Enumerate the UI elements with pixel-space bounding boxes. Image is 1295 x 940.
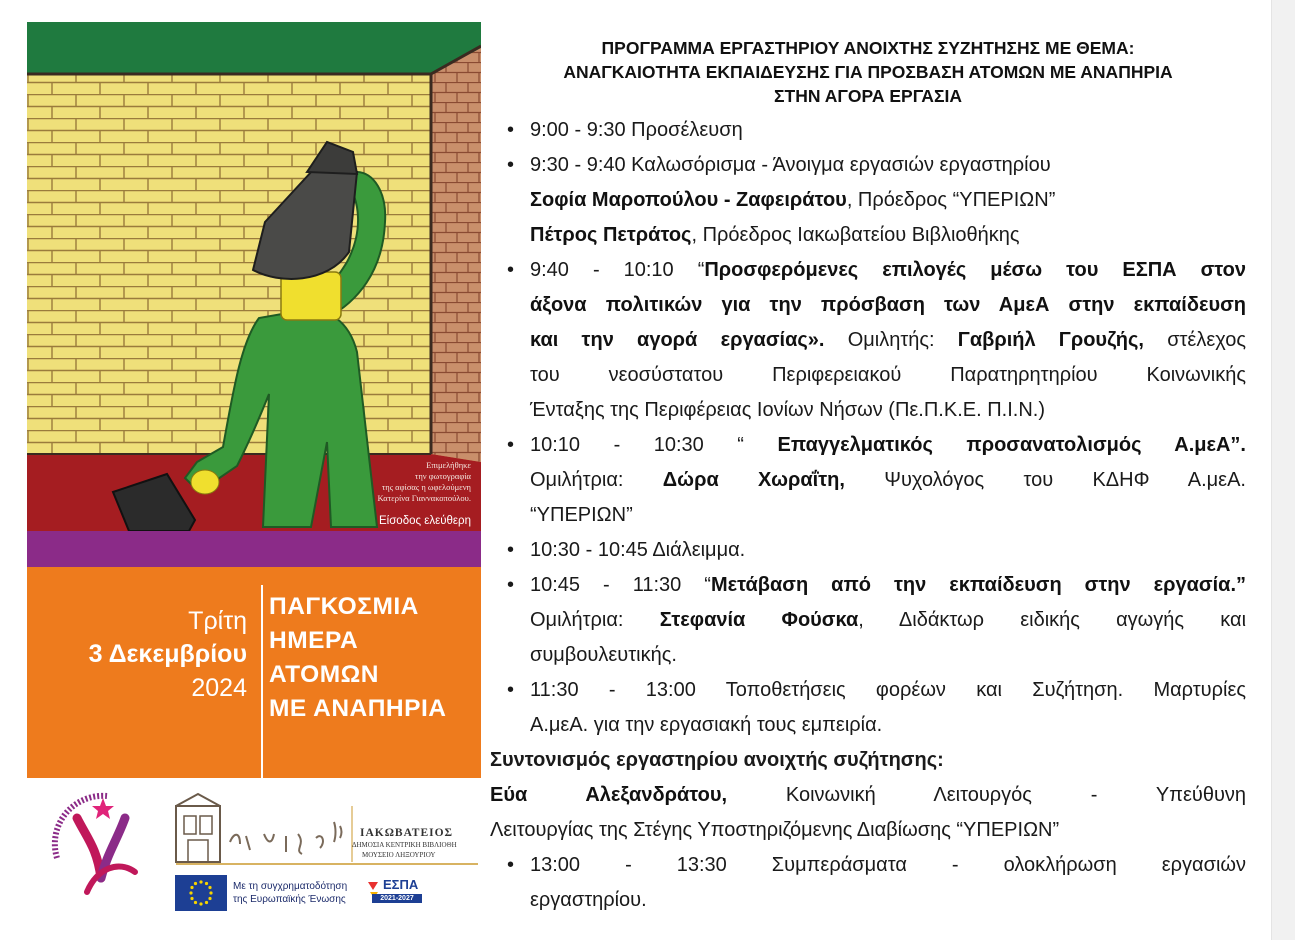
coordination-line bbox=[490, 778, 1246, 813]
speaker-name: Πέτρος Πετράτος bbox=[530, 224, 692, 246]
program-schedule-end bbox=[490, 848, 1246, 918]
talk-title: άξονα πολιτικών για την πρόσβαση των ΑμεΑ στην εκπαίδευση bbox=[530, 294, 1246, 316]
iakovateios-subtitle: ΔΗΜΟΣΙΑ ΚΕΝΤΡΙΚΗ ΒΙΒΛΙΟΘΗ bbox=[352, 841, 457, 849]
event-year: 2024 bbox=[191, 674, 247, 702]
speaker-role: , Πρόεδρος “ΥΠΕΡΙΩΝ” bbox=[846, 189, 1056, 211]
schedule-item bbox=[490, 673, 1246, 743]
poster-title-line: ΜΕ ΑΝΑΠΗΡΙΑ bbox=[269, 695, 447, 722]
free-entry-label: Είσοδος ελεύθερη bbox=[378, 515, 471, 527]
eu-cofunding-text bbox=[233, 880, 347, 906]
speaker-name: Γαβριήλ Γρουζής, bbox=[957, 329, 1144, 351]
coordination-heading: Συντονισμός εργαστηρίου ανοιχτής συζήτησης: bbox=[490, 749, 944, 771]
schedule-line bbox=[530, 568, 1246, 603]
speaker-role: στέλεχος bbox=[1143, 329, 1246, 351]
talk-title: και την αγορά εργασίας». bbox=[530, 329, 825, 351]
eu-cofunding-line: Με τη συγχρηματοδότηση bbox=[233, 881, 348, 892]
schedule-item bbox=[490, 113, 1246, 148]
program-title-line: ΣΤΗΝ ΑΓΟΡΑ ΕΡΓΑΣΙΑ bbox=[774, 86, 962, 106]
eu-cofunding-line: της Ευρωπαϊκής Ένωσης bbox=[233, 894, 346, 905]
schedule-item bbox=[490, 848, 1246, 918]
speaker-name: Δώρα Χωραΐτη, bbox=[662, 469, 845, 491]
schedule-text: • 10:30 - 10:45 Διάλειμμα. bbox=[530, 539, 746, 561]
program-schedule bbox=[490, 113, 1246, 743]
schedule-item bbox=[490, 148, 1246, 253]
speaker-label: Ομιλητής: bbox=[824, 329, 958, 351]
coordination-line: Λειτουργίας της Στέγης Υποστηριζόμενης Διαβίωσης “ΥΠΕΡΙΩΝ” bbox=[490, 819, 1060, 841]
speaker-role: Ψυχολόγος του ΚΔΗΦ Α.μεΑ. bbox=[844, 469, 1246, 491]
schedule-text: • 9:30 - 9:40 Καλωσόρισμα - Άνοιγμα εργασιών εργαστηρίου bbox=[530, 154, 1051, 176]
iakovateios-name: ΙΑΚΩΒΑΤΕΙΟΣ bbox=[360, 827, 454, 839]
event-date: 3 Δεκεμβρίου bbox=[88, 640, 247, 668]
divider bbox=[261, 585, 263, 778]
program-title-line: ΑΝΑΓΚΑΙΟΤΗΤΑ ΕΚΠΑΙΔΕΥΣΗΣ ΓΙΑ ΠΡΟΣΒΑΣΗ ΑΤΟΜΩΝ ΜΕ ΑΝΑΠΗΡΙΑ bbox=[563, 62, 1173, 82]
vertical-scrollbar[interactable] bbox=[1271, 0, 1295, 940]
talk-title: Επαγγελματικός προσανατολισμός Α.μεΑ”. bbox=[777, 434, 1246, 456]
workshop-program bbox=[490, 36, 1246, 918]
poster-title bbox=[269, 590, 479, 726]
coordinator-name: Εύα Αλεξανδράτου, bbox=[490, 784, 728, 806]
schedule-line bbox=[530, 603, 1246, 638]
credit-line: την φωτογραφία bbox=[414, 471, 471, 481]
schedule-line: του νεοσύστατου Περιφερειακού Παρατηρητηρίου Κοινωνικής bbox=[530, 364, 1246, 386]
event-day: Τρίτη bbox=[188, 607, 247, 635]
schedule-line: “ΥΠΕΡΙΩΝ” bbox=[530, 504, 633, 526]
association-logo bbox=[47, 788, 155, 898]
schedule-item bbox=[490, 428, 1246, 533]
speaker-role: , Πρόεδρος Ιακωβατείου Βιβλιοθήκης bbox=[691, 224, 1020, 246]
schedule-line: εργαστηρίου. bbox=[530, 889, 647, 911]
schedule-item bbox=[490, 253, 1246, 428]
schedule-time: 10:10 - 10:30 “ bbox=[530, 434, 778, 456]
program-title-line: ΠΡΟΓΡΑΜΜΑ ΕΡΓΑΣΤΗΡΙΟΥ ΑΝΟΙΧΤΗΣ ΣΥΖΗΤΗΣΗΣ ΜΕ ΘΕΜΑ: bbox=[601, 38, 1135, 58]
speaker-name: Στεφανία Φούσκα bbox=[659, 609, 859, 631]
schedule-line bbox=[530, 288, 1246, 323]
credit-line: Επιμελήθηκε bbox=[426, 460, 471, 470]
schedule-line bbox=[530, 323, 1246, 358]
espa-label: ΕΣΠΑ bbox=[383, 877, 419, 892]
event-date-block bbox=[27, 567, 481, 778]
schedule-line bbox=[530, 253, 1246, 288]
speaker-name: Σοφία Μαροπούλου - Ζαφειράτου bbox=[530, 189, 847, 211]
purple-band bbox=[27, 531, 481, 567]
speaker-label: Ομιλήτρια: bbox=[530, 469, 663, 491]
schedule-line: • 13:00 - 13:30 Συμπεράσματα - ολοκλήρωση εργασιών bbox=[530, 854, 1246, 876]
event-poster bbox=[27, 22, 481, 778]
poster-title-line: ΑΤΟΜΩΝ bbox=[269, 661, 379, 688]
iakovateios-subtitle: ΜΟΥΣΕΙΟ ΛΗΞΟΥΡΙΟΥ bbox=[362, 851, 436, 859]
schedule-time: 9:40 - 10:10 “ bbox=[530, 259, 705, 281]
credit-line: Κατερίνα Γιαννακοπούλου. bbox=[377, 493, 471, 503]
poster-title-line: ΗΜΕΡΑ bbox=[269, 627, 359, 654]
coordination-section bbox=[490, 743, 1246, 848]
schedule-line: Α.μεΑ. για την εργασιακή τους εμπειρία. bbox=[530, 714, 883, 736]
speaker-role: , Διδάκτωρ ειδικής αγωγής και bbox=[858, 609, 1247, 631]
eu-flag-icon bbox=[175, 875, 227, 911]
program-title bbox=[490, 36, 1246, 108]
schedule-time: 10:45 - 11:30 “ bbox=[530, 574, 711, 596]
credit-line: της αφίσας η ωφελούμενη bbox=[381, 482, 471, 492]
talk-title: Μετάβαση από την εκπαίδευση στην εργασία.” bbox=[710, 574, 1247, 596]
schedule-line: συμβουλευτικής. bbox=[530, 644, 677, 666]
schedule-line bbox=[530, 463, 1246, 498]
speaker-label: Ομιλήτρια: bbox=[530, 609, 660, 631]
espa-years-badge: 2021-2027 bbox=[372, 894, 422, 903]
schedule-item bbox=[490, 533, 1246, 568]
coordinator-role: Κοινωνική Λειτουργός - Υπεύθυνη bbox=[727, 784, 1247, 806]
poster-title-line: ΠΑΓΚΟΣΜΙΑ bbox=[269, 593, 419, 620]
schedule-line: • 11:30 - 13:00 Τοποθετήσεις φορέων και Συζήτηση. Μαρτυρίες bbox=[530, 679, 1246, 701]
schedule-line bbox=[530, 428, 1246, 463]
schedule-line: Ένταξης της Περιφέρειας Ιονίων Νήσων (Πε.Π.Κ.Ε. Π.Ι.Ν.) bbox=[530, 399, 1045, 421]
schedule-item bbox=[490, 568, 1246, 673]
speaker-line bbox=[530, 183, 1246, 218]
photo-credit bbox=[281, 460, 471, 504]
speaker-line bbox=[530, 218, 1246, 253]
talk-title: Προσφερόμενες επιλογές μέσω του ΕΣΠΑ στον bbox=[704, 259, 1246, 281]
schedule-text: • 9:00 - 9:30 Προσέλευση bbox=[530, 119, 743, 141]
